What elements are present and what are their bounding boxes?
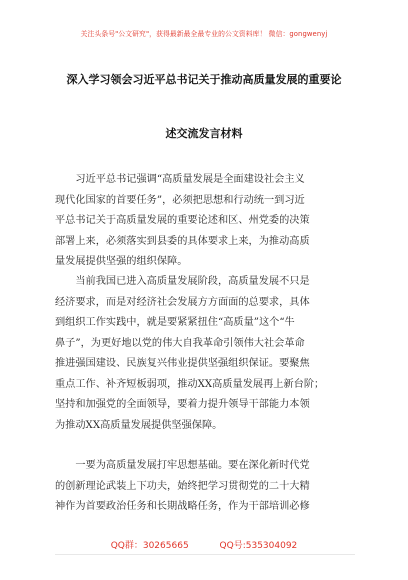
- footer-qq-group: QQ群：30265665: [110, 541, 189, 551]
- paragraph-2: [55, 272, 357, 436]
- paragraph-line: 的创新理论武装上下功夫，始终把学习贯彻党的二十大精: [55, 480, 310, 492]
- document-title-line-1: 深入学习领会习近平总书记关于推动高质量发展的重要论: [66, 73, 342, 86]
- paragraph-line: 平总书记关于高质量发展的重要论述和区、州党委的决策: [55, 215, 310, 226]
- footer-qq-number: QQ号:535304092: [219, 541, 298, 551]
- paragraph-1: [55, 170, 357, 273]
- paragraph-line: 现代化国家的首要任务”，必须把思想和行动统一到习近: [55, 194, 305, 206]
- paragraph-line: 到组织工作实践中，就是要紧紧扭住“高质量”这个“牛: [55, 317, 295, 328]
- paragraph-line: 鼻子”，为更好地以党的伟大自我革命引领伟大社会革命: [55, 337, 305, 349]
- paragraph-line: 为推动XX高质量发展提供坚强保障。: [55, 419, 223, 431]
- document-title-line-2: 述交流发言材料: [165, 127, 243, 140]
- paragraph-line: 部署上来，必须落实到县委的具体要求上来，为推动高质: [55, 235, 310, 247]
- paragraph-line: 一要为高质量发展打牢思想基础。要在深化新时代党: [55, 460, 310, 471]
- paragraph-line: 量发展提供坚强的组织保障。: [55, 256, 188, 267]
- paragraph-line: 重点工作、补齐短板弱项，推动XX高质量发展再上新台阶；: [55, 378, 325, 390]
- paragraph-line: 经济要求，而是对经济社会发展方方面面的总要求，具体: [55, 296, 310, 308]
- paragraph-line: 推进强国建设、民族复兴伟业提供坚强组织保证。要聚焦: [55, 358, 310, 369]
- paragraph-line: 坚持和加强党的全面领导，要着力提升领导干部能力本领: [55, 399, 310, 410]
- paragraph-line: 神作为首要政治任务和长期战略任务，作为干部培训必修: [55, 501, 310, 512]
- promo-banner: 关注头条号"公文研究"，获得最新最全最专业的公文资料库！ 微信：gongwenyj: [80, 30, 328, 38]
- footer-divider: [55, 554, 355, 555]
- paragraph-line: 习近平总书记强调“高质量发展是全面建设社会主义: [55, 174, 305, 185]
- paragraph-line: 当前我国已进入高质量发展阶段，高质量发展不只是: [55, 276, 310, 287]
- paragraph-3: [55, 456, 357, 518]
- footer-contact: [0, 538, 408, 551]
